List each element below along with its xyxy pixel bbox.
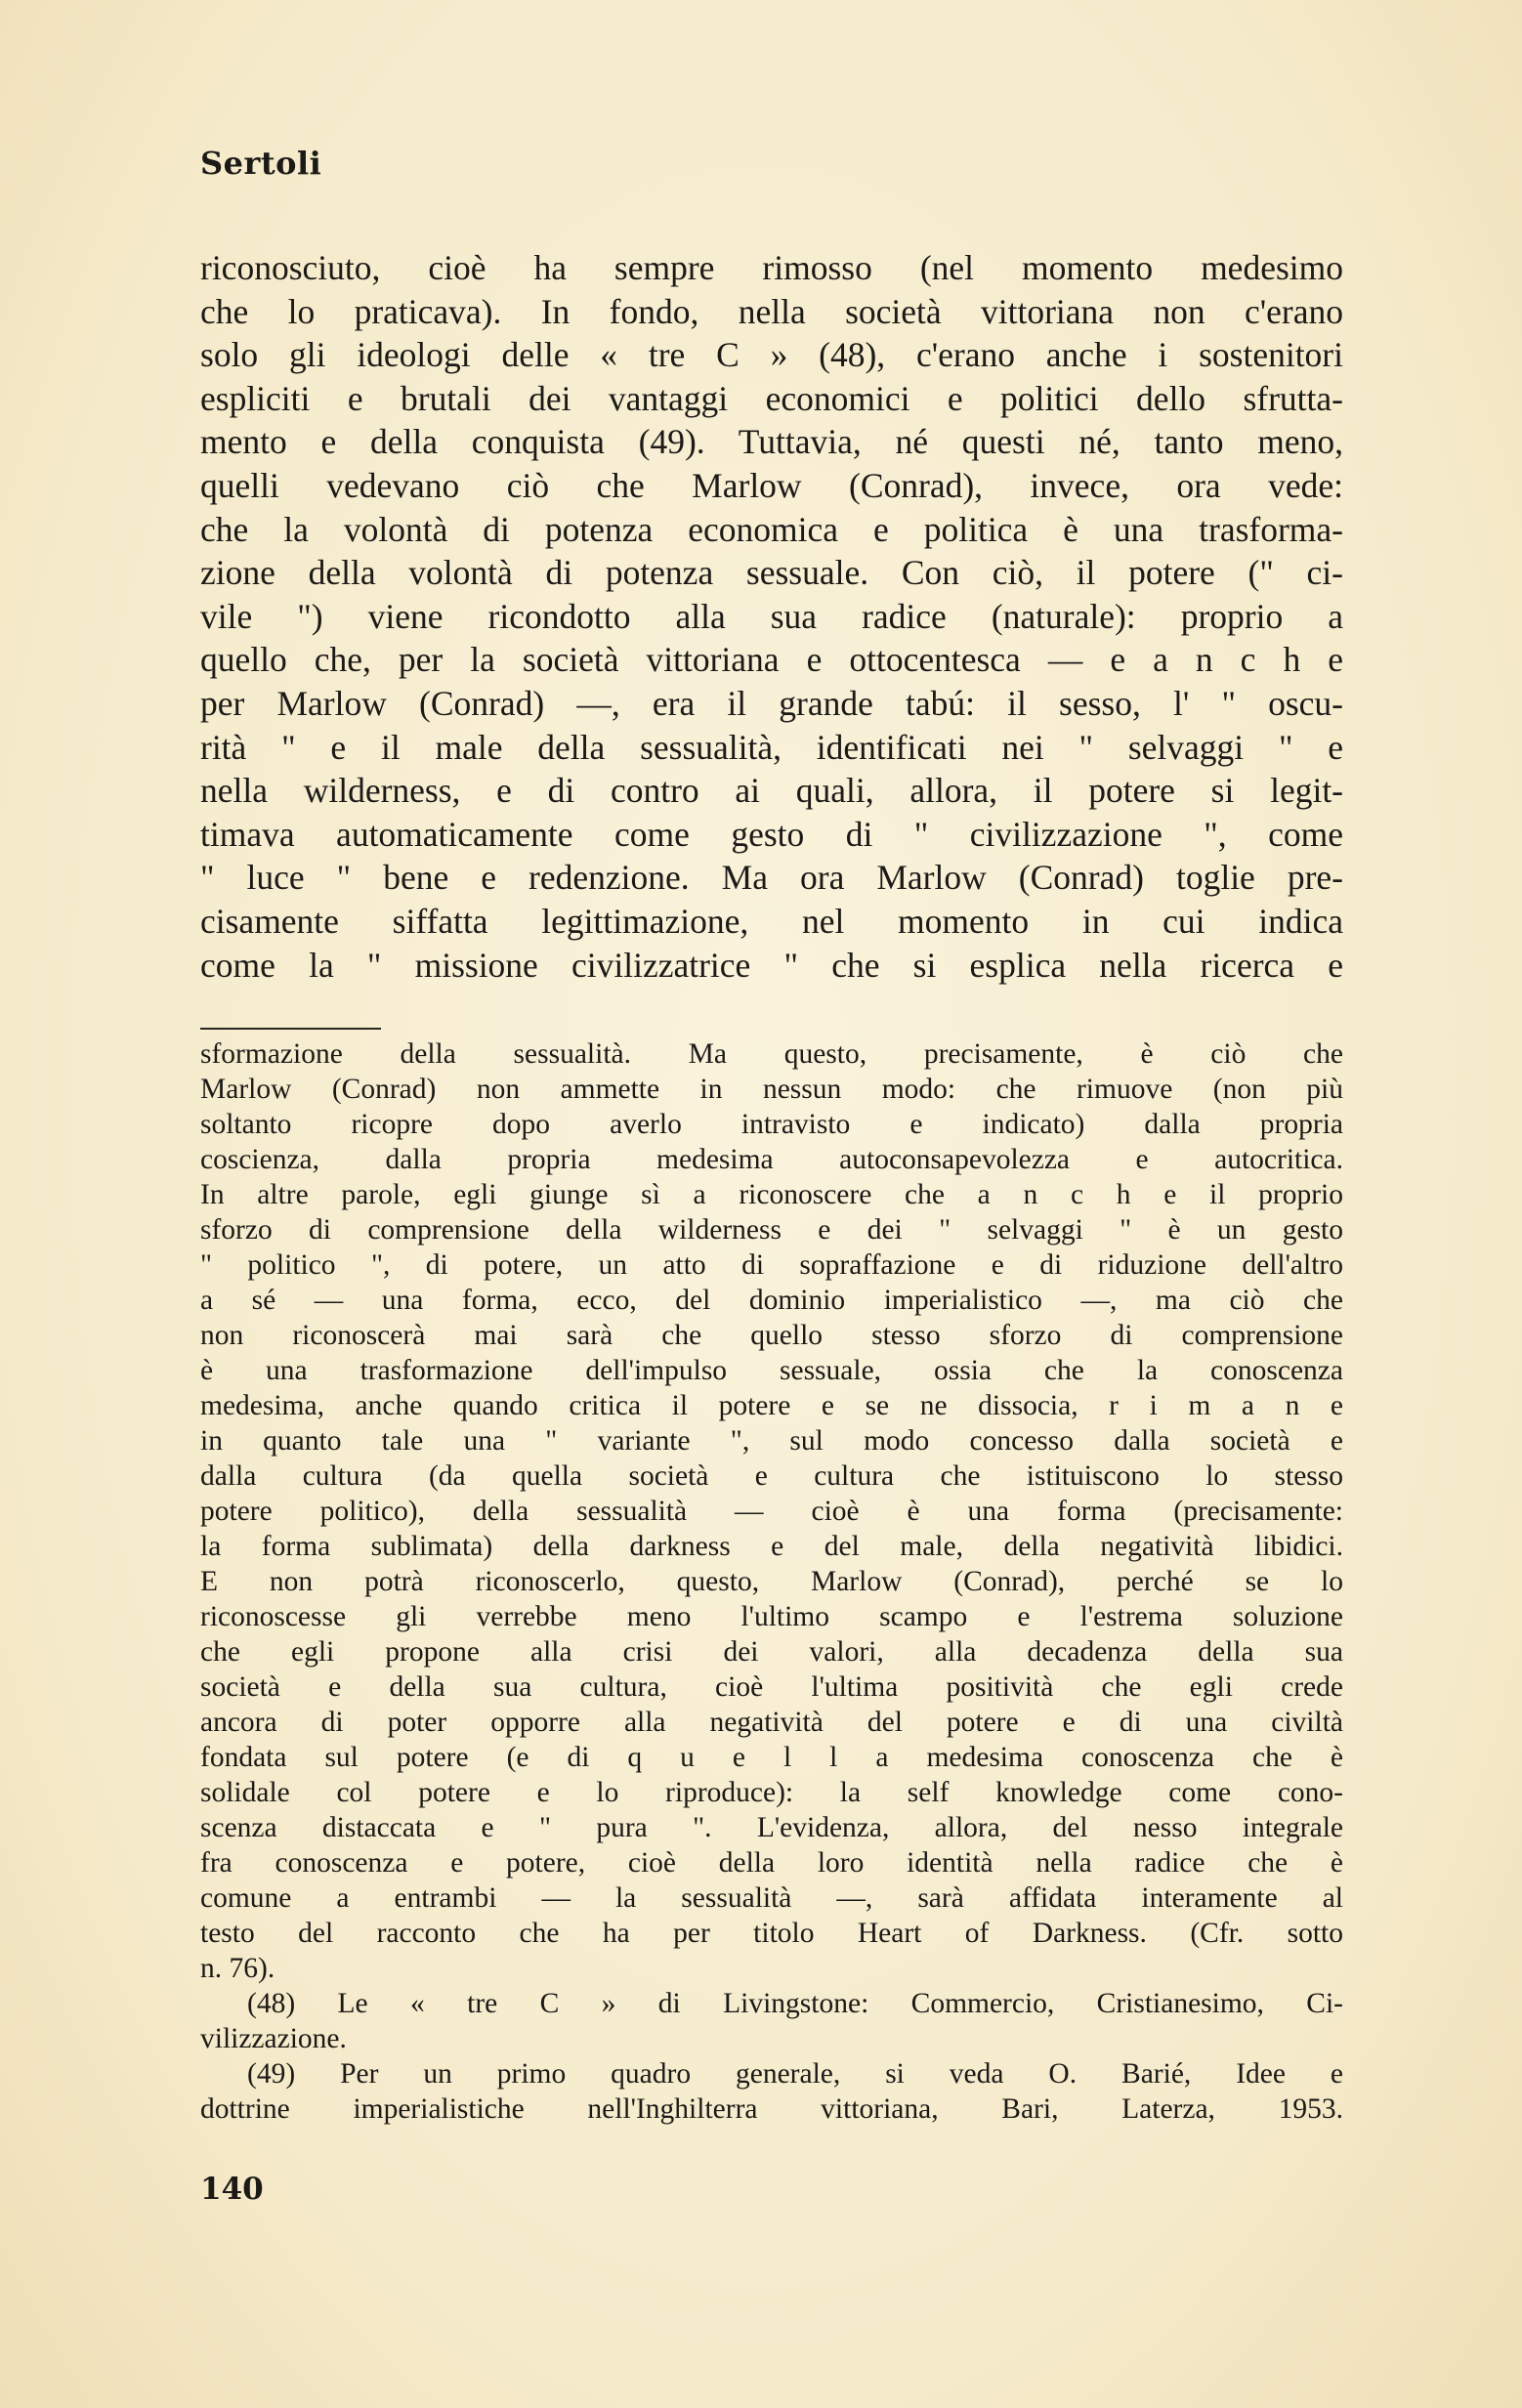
footnote-49-cont: dottrine imperialistiche nell'Inghilterra vittoriana, Bari, Laterza, 1953. <box>200 2093 1343 2125</box>
body-line: cisamente siffatta legittimazione, nel momento in cui indica <box>200 901 1343 941</box>
note-line: " politico ", di potere, un atto di sopraffazione e di riduzione dell'altro <box>200 1249 1343 1281</box>
body-line: nella wilderness, e di contro ai quali, allora, il potere si legit- <box>200 771 1343 811</box>
body-line: zione della volontà di potenza sessuale. Con ciò, il potere (" ci- <box>200 553 1343 593</box>
note-line: non riconoscerà mai sarà che quello stesso sforzo di comprensione <box>200 1320 1343 1351</box>
note-line: potere politico), della sessualità — cioè è una forma (precisamente: <box>200 1496 1343 1527</box>
note-line: società e della sua cultura, cioè l'ultima positività che egli crede <box>200 1671 1343 1703</box>
note-line: medesima, anche quando critica il potere e se ne dissocia, r i m a n e <box>200 1390 1343 1421</box>
note-line: In altre parole, egli giunge sì a riconoscere che a n c h e il proprio <box>200 1179 1343 1210</box>
body-line: solo gli ideologi delle « tre C » (48), c'erano anche i sostenitori <box>200 335 1343 375</box>
footnotes <box>200 1036 1343 2127</box>
body-line: che lo praticava). In fondo, nella società vittoriana non c'erano <box>200 291 1343 331</box>
note-line: che egli propone alla crisi dei valori, alla decadenza della sua <box>200 1636 1343 1668</box>
note-line: riconoscesse gli verrebbe meno l'ultimo scampo e l'estrema soluzione <box>200 1601 1343 1632</box>
note-line: in quanto tale una " variante ", sul modo concesso dalla società e <box>200 1425 1343 1457</box>
note-line: a sé — una forma, ecco, del dominio imperialistico —, ma ciò che <box>200 1285 1343 1316</box>
note-line: soltanto ricopre dopo averlo intravisto e indicato) dalla propria <box>200 1109 1343 1140</box>
note-line: la forma sublimata) della darkness e del male, della negatività libidici. <box>200 1531 1343 1562</box>
body-line: che la volontà di potenza economica e politica è una trasforma- <box>200 509 1343 549</box>
body-line: per Marlow (Conrad) —, era il grande tabú: il sesso, l' " oscu- <box>200 683 1343 723</box>
note-line: solidale col potere e lo riproduce): la self knowledge come cono- <box>200 1777 1343 1808</box>
body-line: quelli vedevano ciò che Marlow (Conrad), invece, ora vede: <box>200 465 1343 505</box>
page-number: 140 <box>200 2172 264 2207</box>
note-line: Marlow (Conrad) non ammette in nessun modo: che rimuove (non più <box>200 1074 1343 1105</box>
note-line: è una trasformazione dell'impulso sessuale, ossia che la conoscenza <box>200 1355 1343 1386</box>
note-line: dalla cultura (da quella società e cultura che istituiscono lo stesso <box>200 1460 1343 1492</box>
running-header: Sertoli <box>200 145 322 182</box>
note-line: sformazione della sessualità. Ma questo, precisamente, è ciò che <box>200 1038 1343 1070</box>
note-line: n. 76). <box>200 1953 275 1984</box>
note-line: comune a entrambi — la sessualità —, sarà affidata interamente al <box>200 1882 1343 1914</box>
note-line: testo del racconto che ha per titolo Heart of Darkness. (Cfr. sotto <box>200 1918 1343 1949</box>
note-line: fra conoscenza e potere, cioè della loro identità nella radice che è <box>200 1847 1343 1879</box>
footnote-divider <box>200 1028 381 1030</box>
body-line: timava automaticamente come gesto di " civilizzazione ", come <box>200 814 1343 854</box>
body-line: rità " e il male della sessualità, identificati nei " selvaggi " e <box>200 727 1343 767</box>
note-line: coscienza, dalla propria medesima autoconsapevolezza e autocritica. <box>200 1144 1343 1175</box>
body-line: riconosciuto, cioè ha sempre rimosso (nel momento medesimo <box>200 248 1343 287</box>
note-line: sforzo di comprensione della wilderness e dei " selvaggi " è un gesto <box>200 1214 1343 1246</box>
body-line: quello che, per la società vittoriana e ottocentesca — e a n c h e <box>200 640 1343 680</box>
note-line: scenza distaccata e " pura ". L'evidenza, allora, del nesso integrale <box>200 1812 1343 1843</box>
footnote-48-cont: vilizzazione. <box>200 2023 347 2054</box>
body-line: mento e della conquista (49). Tuttavia, né questi né, tanto meno, <box>200 422 1343 462</box>
note-line: E non potrà riconoscerlo, questo, Marlow (Conrad), perché se lo <box>200 1566 1343 1597</box>
note-line: ancora di poter opporre alla negatività del potere e di una civiltà <box>200 1707 1343 1738</box>
body-line: " luce " bene e redenzione. Ma ora Marlow (Conrad) toglie pre- <box>200 858 1343 898</box>
main-text <box>200 246 1343 987</box>
note-line: fondata sul potere (e di q u e l l a medesima conoscenza che è <box>200 1742 1343 1773</box>
body-line: vile ") viene ricondotto alla sua radice (naturale): proprio a <box>200 596 1343 636</box>
body-line: come la " missione civilizzatrice " che si esplica nella ricerca e <box>200 945 1343 985</box>
footnote-48: (48) Le « tre C » di Livingstone: Commercio, Cristianesimo, Ci- <box>247 1988 1343 2019</box>
footnote-49: (49) Per un primo quadro generale, si veda O. Barié, Idee e <box>247 2058 1343 2090</box>
body-line: espliciti e brutali dei vantaggi economici e politici dello sfrutta- <box>200 378 1343 418</box>
